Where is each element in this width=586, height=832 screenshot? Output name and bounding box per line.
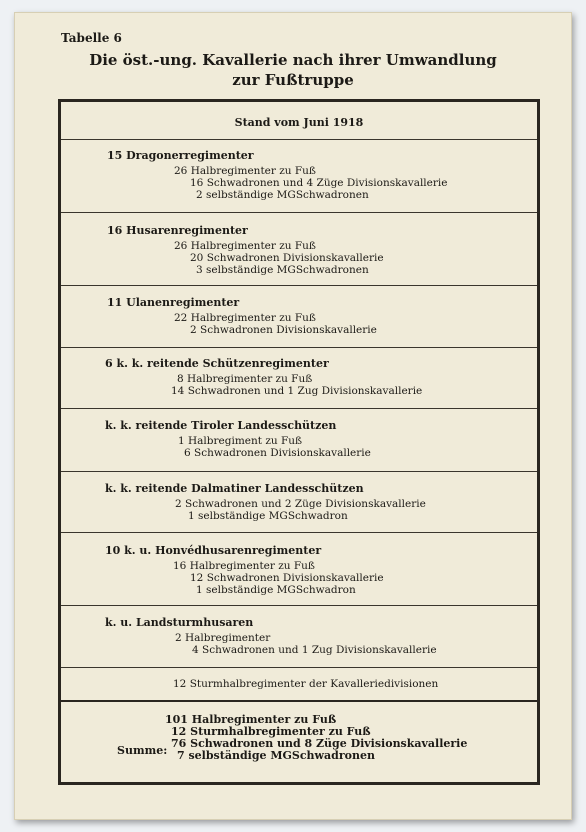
section-line: 12 Sturmhalbregimenter der Kavalleriedivisionen	[173, 678, 439, 690]
section-line: 1 Halbregiment zu Fuß	[178, 435, 303, 447]
section-line: 6 Schwadronen Divisionskavallerie	[184, 447, 371, 459]
divider	[61, 212, 537, 213]
section-heading: 10 k. u. Honvédhusarenregimenter	[105, 544, 322, 557]
section-line: 16 Halbregimenter zu Fuß	[173, 560, 315, 572]
section-heading: 15 Dragonerregimenter	[107, 149, 254, 162]
section-line: 8 Halbregimenter zu Fuß	[177, 373, 313, 385]
summary-label: Summe:	[117, 744, 168, 757]
section-line: 2 Halbregimenter	[175, 632, 271, 644]
section-heading: k. u. Landsturmhusaren	[105, 616, 254, 629]
section-line: 2 Schwadronen und 2 Züge Divisionskavallerie	[175, 498, 426, 510]
section-line: 14 Schwadronen und 1 Zug Divisionskavallerie	[171, 385, 423, 397]
divider	[61, 605, 537, 606]
divider	[61, 532, 537, 533]
summary-line: 76 Schwadronen und 8 Züge Divisionskavallerie	[171, 737, 468, 750]
table-frame	[58, 99, 540, 785]
section-line: 16 Schwadronen und 4 Züge Divisionskavallerie	[190, 177, 448, 189]
section-line: 2 Schwadronen Divisionskavallerie	[190, 324, 377, 336]
section-line: 26 Halbregimenter zu Fuß	[174, 165, 316, 177]
section-line: 22 Halbregimenter zu Fuß	[174, 312, 316, 324]
stand-date: Stand vom Juni 1918	[234, 116, 364, 129]
section-line: 26 Halbregimenter zu Fuß	[174, 240, 316, 252]
summary-line: 7 selbständige MGSchwadronen	[177, 749, 375, 762]
section-heading: k. k. reitende Dalmatiner Landesschützen	[105, 482, 364, 495]
summary-line: 12 Sturmhalbregimenter zu Fuß	[171, 725, 371, 738]
summary-line: 101 Halbregimenter zu Fuß	[165, 713, 337, 726]
divider	[61, 347, 537, 348]
section-line: 12 Schwadronen Divisionskavallerie	[190, 572, 384, 584]
divider	[61, 285, 537, 286]
section-heading: 11 Ulanenregimenter	[107, 296, 240, 309]
section-line: 1 selbständige MGSchwadron	[196, 584, 356, 596]
document-page	[14, 12, 572, 820]
section-line: 2 selbständige MGSchwadronen	[196, 189, 369, 201]
section-heading: k. k. reitende Tiroler Landesschützen	[105, 419, 337, 432]
page-subtitle: zur Fußtruppe	[232, 71, 354, 89]
section-heading: 6 k. k. reitende Schützenregimenter	[105, 357, 329, 370]
divider	[61, 408, 537, 409]
divider	[61, 471, 537, 472]
section-line: 3 selbständige MGSchwadronen	[196, 264, 369, 276]
page-title: Die öst.-ung. Kavallerie nach ihrer Umwandlung	[89, 51, 497, 69]
table-label: Tabelle 6	[61, 31, 122, 45]
section-line: 4 Schwadronen und 1 Zug Divisionskavallerie	[192, 644, 437, 656]
section-line: 20 Schwadronen Divisionskavallerie	[190, 252, 384, 264]
divider-thick	[61, 700, 537, 702]
section-heading: 16 Husarenregimenter	[107, 224, 248, 237]
divider	[61, 667, 537, 668]
divider	[61, 139, 537, 140]
section-line: 1 selbständige MGSchwadron	[188, 510, 348, 522]
